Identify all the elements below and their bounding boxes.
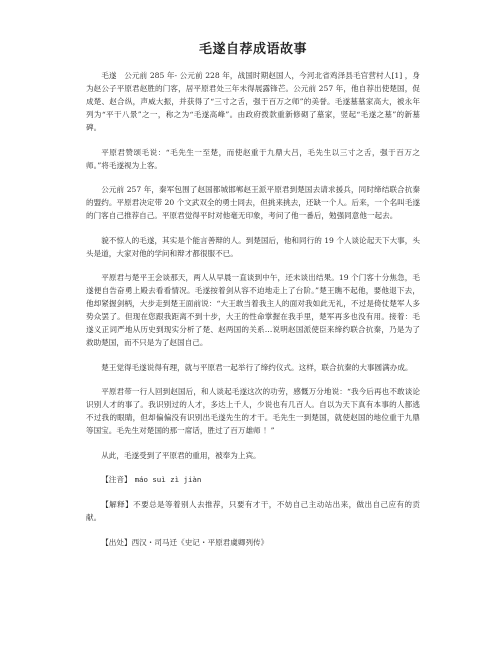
paragraph-praise: 平原君赞颂毛说：“毛先生一至楚，而使赵重于九鼎大吕，毛先生以三寸之舌，强于百万之师。”将毛遂视为上客。 xyxy=(86,147,420,170)
paragraph-negotiation: 平原君与楚平王会谈那天，两人从早晨一直谈到中午，还未谈出结果。19 个门客十分焦急，毛遂便自告奋勇上殿去看看情况。毛遂按着剑从容不迫地走上了台阶。”楚王瞧不起他，要他退下去，他却紧握剑柄，大步走到楚王面前说：“大王敢当着我主人的面对我如此无礼，不过是倚仗楚军人多势众罢了。但现在您跟我距离不到十步，大王的性命掌握在我手里，楚军再多也没有用。接着：毛遂义正词严地从历史到现实分析了楚、赵两国的关系…说明赵国派使臣来缔约联合抗秦，乃是为了救助楚国，而不只是为了赵国自己。 xyxy=(86,273,420,347)
pronunciation-label: 【注音】 xyxy=(101,475,132,484)
paragraph-eloquence: 貌不惊人的毛遂，其实是个能言善辩的人。到楚国后，他和同行的 19 个人谈论起天下大事，头头是道，大家对他的学问和辩才都很服不已。 xyxy=(86,235,420,258)
paragraph-conclusion: 从此，毛遂受到了平原君的重用，被奉为上宾。 xyxy=(101,450,261,460)
explanation-line xyxy=(86,498,420,524)
explanation-label: 【解释】 xyxy=(101,500,134,509)
paragraph-return: 平原君带一行人回到赵国后，和人谈起毛遂这次的功劳，感慨万分地说：“我今后再也不敢谈论识别人才的事了。我识别过的人才，多达上千人，少说也有几百人。自以为天下真有本事的人都逃不过我的眼睛，但却偏偏没有识别出毛遂先生的才干。毛先生一到楚国，就使赵国的地位重于九鼎等国宝。毛先生对楚国的那一席话，胜过了百万雄师 ！” xyxy=(86,387,420,435)
paragraph-siege: 公元前 257 年，秦军包围了赵国都城邯郸赵王派平原君到楚国去请求援兵，同时缔结联合抗秦的盟约。平原君决定带 20 个文武双全的勇士同去，但挑来挑去，还缺一个人。后来，一个名叫毛遂的门客自己推荐自己。平原君觉得平时对他毫无印象，考问了他一番后，勉强同意他一起去。 xyxy=(86,185,420,220)
source-line xyxy=(86,536,420,549)
document-page xyxy=(86,38,420,561)
paragraph-intro: 毛遂 公元前 285 年- 公元前 228 年，战国时期赵国人，今河北省鸡泽县毛官营村人[1] ，身为赵公子平原君赵胜的门客，居平原君处三年未得展露锋芒。公元前 257 年，他自荐出使楚国，促成楚、赵合纵，声威大振，并获得了“三寸之舌，强于百万之师”的美誉。毛遂墓墓家高大，被永年列为“平干八景”之一，称之为“毛遂高峰”。由政府拨款重新修砌了墓家，竖起“毛遂之墓”的新墓碑。 xyxy=(86,71,420,132)
source-value: 西汉・司马迁《史记・平原君虞卿列传》 xyxy=(131,538,269,547)
document-title: 毛遂自荐成语故事 xyxy=(198,42,307,57)
pronunciation-line xyxy=(86,473,420,486)
paragraph-alliance: 楚王觉得毛遂说得有理，就与平原君一起举行了缔约仪式。这样，联合抗秦的大事圆满办成。 xyxy=(101,362,413,372)
source-label: 【出处】 xyxy=(101,538,132,547)
explanation-value: 不要总是等着别人去推荐，只要有才干，不妨自己主动站出来，做出自己应有的贡献。 xyxy=(86,500,420,522)
pronunciation-value: máo suì zì jiàn xyxy=(134,475,202,484)
